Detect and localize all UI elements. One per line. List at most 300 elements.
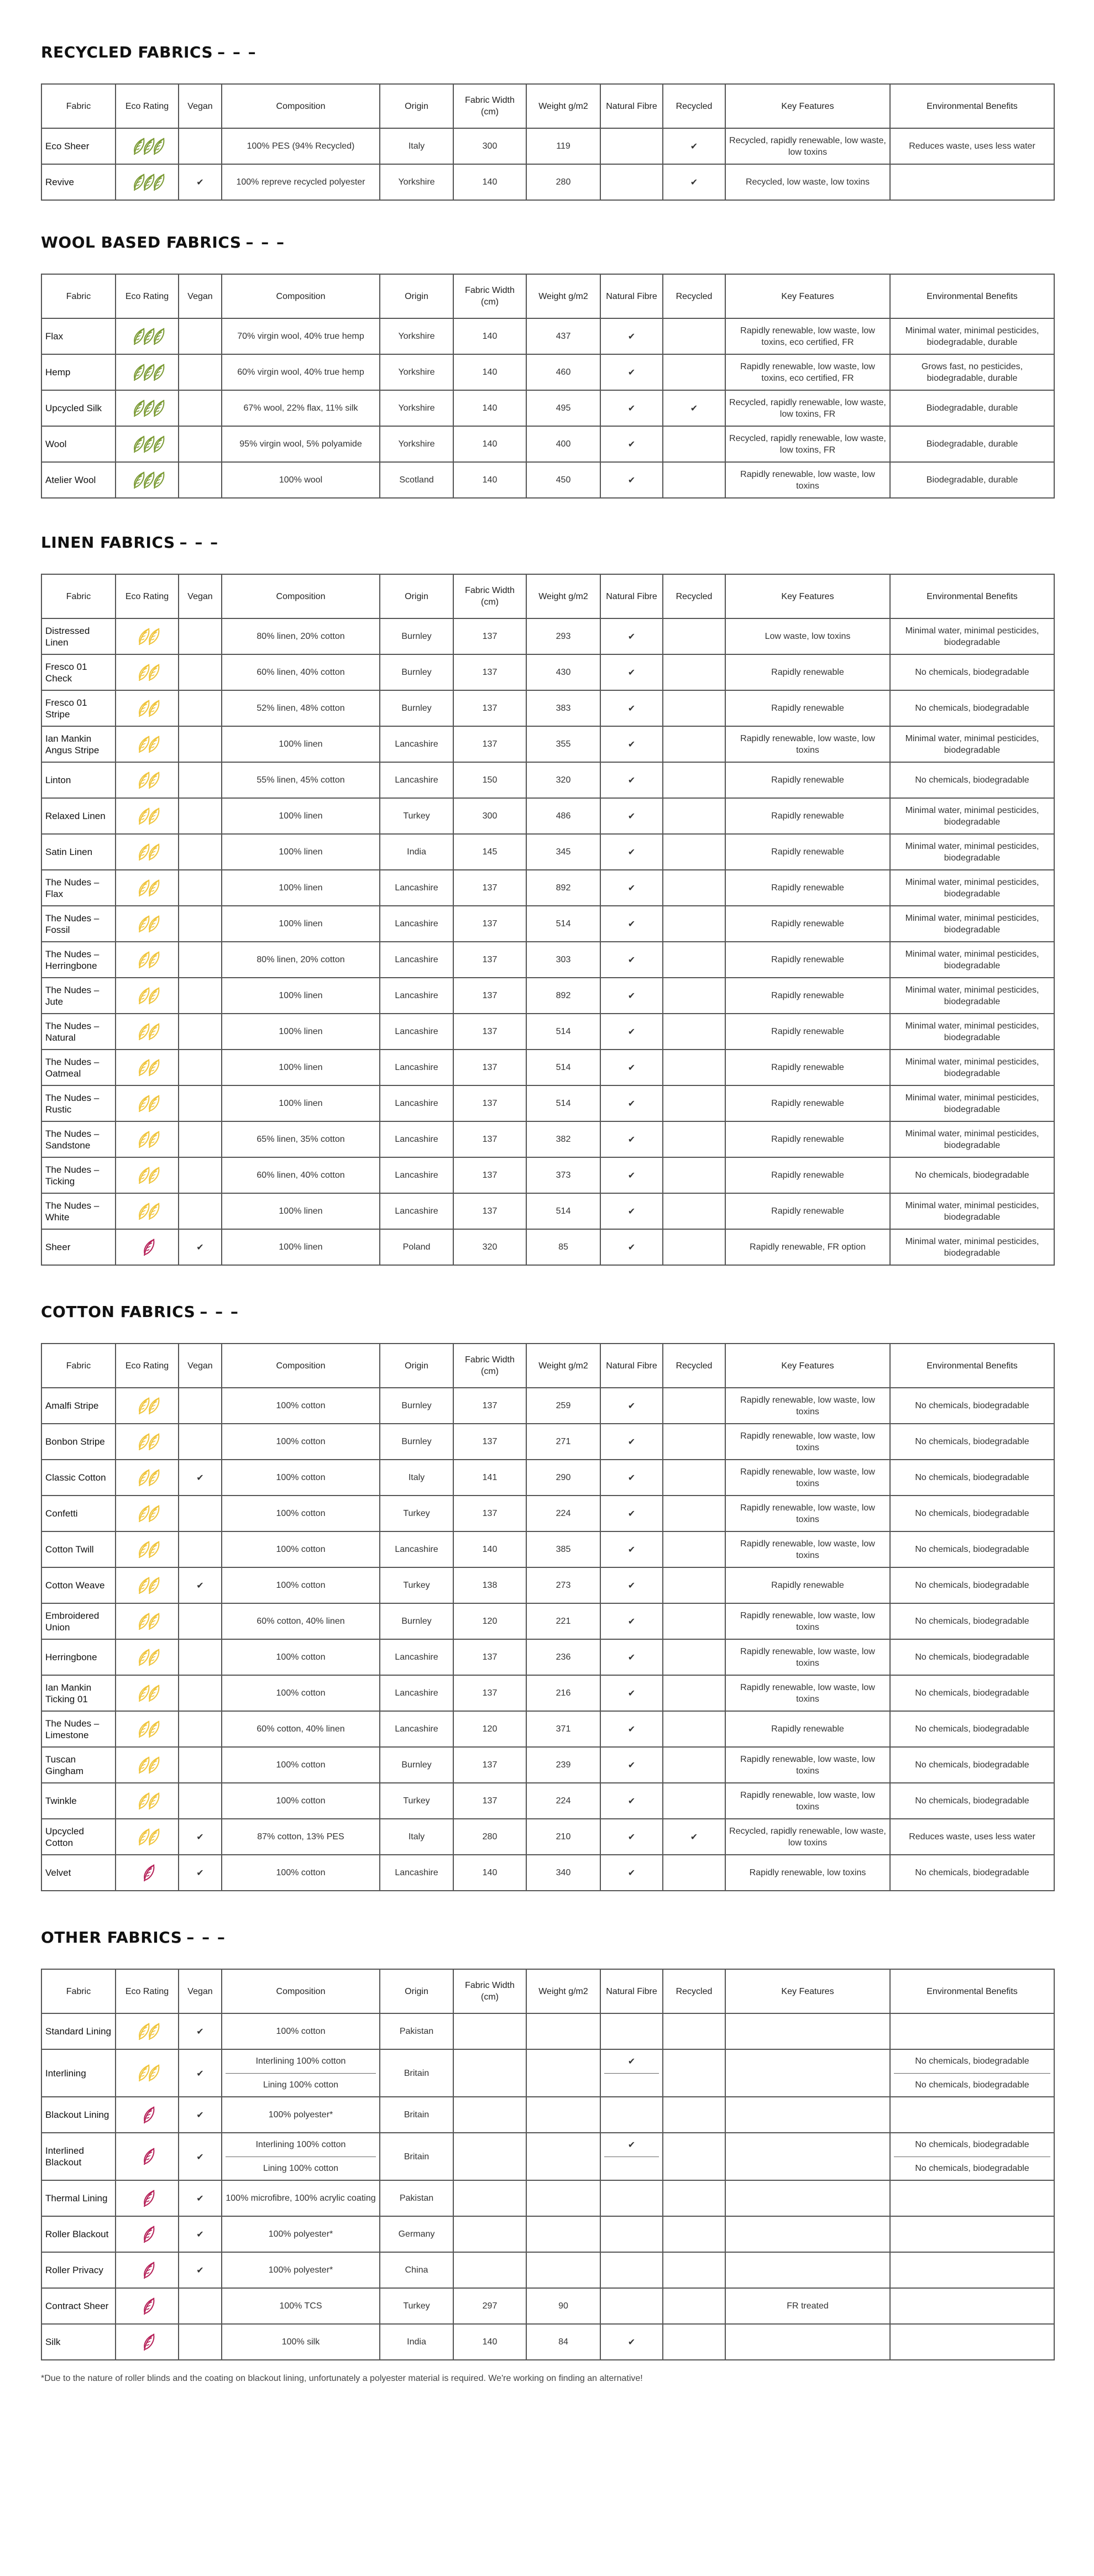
- composition-part: Lining 100% cotton: [226, 2157, 376, 2180]
- natural-fibre-mark: ✔: [600, 1567, 663, 1603]
- natural-fibre-mark: ✔: [600, 426, 663, 462]
- column-header: Fabric Width (cm): [453, 574, 526, 618]
- natural-fibre-mark: ✔: [600, 798, 663, 834]
- origin: Poland: [380, 1229, 453, 1265]
- fabric-width: 137: [453, 726, 526, 762]
- fabric-table: [41, 1343, 1055, 1891]
- fabric-weight: 216: [526, 1675, 600, 1711]
- column-header: Origin: [380, 574, 453, 618]
- table-header-row: [41, 1344, 1054, 1388]
- fabric-name: Cotton Twill: [41, 1531, 116, 1567]
- fabric-name: Relaxed Linen: [41, 798, 116, 834]
- origin: Turkey: [380, 798, 453, 834]
- recycled-mark: [663, 1460, 725, 1496]
- vegan-mark: [179, 690, 222, 726]
- table-row: [41, 1014, 1054, 1050]
- composition: 100% polyester*: [222, 2097, 380, 2133]
- fabric-width: 137: [453, 870, 526, 906]
- key-features: Rapidly renewable: [725, 1193, 890, 1229]
- fabric-name: The Nudes – Rustic: [41, 1085, 116, 1121]
- section-title: [41, 233, 1053, 251]
- recycled-mark: [663, 1675, 725, 1711]
- key-features: Rapidly renewable, low waste, low toxins, eco certified, FR: [725, 318, 890, 354]
- vegan-mark: ✔: [179, 1819, 222, 1855]
- leaf-icon: [147, 2022, 161, 2042]
- fabric-width: 140: [453, 1531, 526, 1567]
- natural-fibre-mark: ✔: [600, 906, 663, 942]
- fabric-weight: 90: [526, 2288, 600, 2324]
- table-row: [41, 1157, 1054, 1193]
- environmental-benefits: No chemicals, biodegradable: [890, 690, 1054, 726]
- environmental-benefits: Minimal water, minimal pesticides, biodegradable: [890, 1014, 1054, 1050]
- fabric-width: 137: [453, 1085, 526, 1121]
- column-header: Weight g/m2: [526, 274, 600, 318]
- origin: Lancashire: [380, 762, 453, 798]
- leaf-icon: [147, 1540, 161, 1560]
- vegan-mark: [179, 1424, 222, 1460]
- natural-fibre-part: [604, 2073, 659, 2096]
- leaf-icon: [147, 806, 161, 826]
- natural-fibre-mark: ✔: [600, 1496, 663, 1531]
- natural-fibre-mark: ✔: [600, 1193, 663, 1229]
- fabric-name: The Nudes – White: [41, 1193, 116, 1229]
- environmental-benefits: No chemicals, biodegradable: [890, 1157, 1054, 1193]
- fabric-weight: [526, 2180, 600, 2216]
- origin: Burnley: [380, 618, 453, 654]
- recycled-mark: [663, 1783, 725, 1819]
- vegan-mark: [179, 1496, 222, 1531]
- natural-fibre-mark: ✔: [600, 462, 663, 498]
- column-header: Eco Rating: [116, 1969, 179, 2013]
- fabric-name: Hemp: [41, 354, 116, 390]
- key-features: Recycled, rapidly renewable, low waste, low toxins: [725, 128, 890, 164]
- natural-fibre-mark: ✔: [600, 1388, 663, 1424]
- section-title-dash: – – –: [179, 533, 219, 552]
- fabric-weight: 486: [526, 798, 600, 834]
- fabric-weight: 259: [526, 1388, 600, 1424]
- table-header-row: [41, 1969, 1054, 2013]
- recycled-mark: [663, 1193, 725, 1229]
- natural-fibre-part: [604, 2157, 659, 2180]
- table-row: [41, 1531, 1054, 1567]
- column-header: Recycled: [663, 274, 725, 318]
- recycled-mark: [663, 1388, 725, 1424]
- leaf-icon: [147, 1202, 161, 1221]
- fabric-width: [453, 2216, 526, 2252]
- column-header: Recycled: [663, 84, 725, 128]
- column-header: Weight g/m2: [526, 1969, 600, 2013]
- recycled-mark: [663, 354, 725, 390]
- key-features: Rapidly renewable: [725, 1711, 890, 1747]
- composition: 100% linen: [222, 1014, 380, 1050]
- fabric-width: 297: [453, 2288, 526, 2324]
- composition: 100% repreve recycled polyester: [222, 164, 380, 200]
- environmental-benefits: Biodegradable, durable: [890, 426, 1054, 462]
- eco-rating: [116, 1085, 179, 1121]
- origin: Yorkshire: [380, 426, 453, 462]
- leaf-icon: [142, 2225, 156, 2244]
- fabric-weight: 514: [526, 1085, 600, 1121]
- fabric-name: Classic Cotton: [41, 1460, 116, 1496]
- table-row: [41, 762, 1054, 798]
- fabric-weight: 514: [526, 1014, 600, 1050]
- leaf-icon: [147, 986, 161, 1006]
- environmental-benefits: No chemicals, biodegradable: [890, 1747, 1054, 1783]
- eco-rating: [116, 834, 179, 870]
- table-row: [41, 426, 1054, 462]
- origin: Scotland: [380, 462, 453, 498]
- key-features: Rapidly renewable: [725, 1050, 890, 1085]
- environmental-benefits: Minimal water, minimal pesticides, biodegradable: [890, 798, 1054, 834]
- composition: 100% cotton: [222, 1424, 380, 1460]
- fabric-width: 120: [453, 1711, 526, 1747]
- key-features: Rapidly renewable: [725, 1157, 890, 1193]
- fabric-weight: 371: [526, 1711, 600, 1747]
- natural-fibre-mark: ✔: [600, 690, 663, 726]
- fabric-weight: 280: [526, 164, 600, 200]
- eco-rating: [116, 1388, 179, 1424]
- key-features: Recycled, rapidly renewable, low waste, low toxins, FR: [725, 390, 890, 426]
- natural-fibre-mark: [600, 2133, 663, 2180]
- fabric-width: 137: [453, 1639, 526, 1675]
- leaf-icon: [152, 327, 166, 347]
- table-row: [41, 2324, 1054, 2360]
- fabric-weight: 460: [526, 354, 600, 390]
- fabric-weight: 514: [526, 1050, 600, 1085]
- composition: 100% cotton: [222, 1531, 380, 1567]
- leaf-icon: [142, 1863, 156, 1883]
- vegan-mark: [179, 798, 222, 834]
- natural-fibre-mark: [600, 164, 663, 200]
- composition: 100% linen: [222, 726, 380, 762]
- origin: Turkey: [380, 1496, 453, 1531]
- origin: Burnley: [380, 1603, 453, 1639]
- eco-rating: [116, 654, 179, 690]
- fabric-width: 137: [453, 1014, 526, 1050]
- origin: Lancashire: [380, 1639, 453, 1675]
- vegan-mark: [179, 726, 222, 762]
- leaf-icon: [147, 1791, 161, 1811]
- key-features: Rapidly renewable, low waste, low toxins: [725, 1424, 890, 1460]
- fabric-weight: 221: [526, 1603, 600, 1639]
- vegan-mark: ✔: [179, 2252, 222, 2288]
- environmental-benefits: No chemicals, biodegradable: [890, 1531, 1054, 1567]
- table-row: [41, 390, 1054, 426]
- natural-fibre-mark: ✔: [600, 1157, 663, 1193]
- key-features: Low waste, low toxins: [725, 618, 890, 654]
- origin: Lancashire: [380, 1193, 453, 1229]
- column-header: Fabric: [41, 1344, 116, 1388]
- composition: 100% polyester*: [222, 2252, 380, 2288]
- fabric-width: 137: [453, 1496, 526, 1531]
- leaf-icon: [147, 734, 161, 754]
- eco-rating: [116, 1711, 179, 1747]
- key-features: Rapidly renewable, low waste, low toxins: [725, 1496, 890, 1531]
- natural-fibre-mark: ✔: [600, 1783, 663, 1819]
- leaf-icon: [147, 1094, 161, 1114]
- natural-fibre-mark: ✔: [600, 1711, 663, 1747]
- composition: 95% virgin wool, 5% polyamide: [222, 426, 380, 462]
- fabric-weight: 224: [526, 1496, 600, 1531]
- vegan-mark: ✔: [179, 164, 222, 200]
- fabric-weight: 290: [526, 1460, 600, 1496]
- recycled-mark: [663, 978, 725, 1014]
- column-header: Fabric Width (cm): [453, 274, 526, 318]
- fabric-weight: 355: [526, 726, 600, 762]
- origin: Burnley: [380, 654, 453, 690]
- eco-rating: [116, 1157, 179, 1193]
- eco-rating: [116, 2013, 179, 2049]
- fabric-table: [41, 574, 1055, 1266]
- fabric-name: The Nudes – Jute: [41, 978, 116, 1014]
- composition: 70% virgin wool, 40% true hemp: [222, 318, 380, 354]
- recycled-mark: [663, 462, 725, 498]
- environmental-benefits: [890, 2049, 1054, 2097]
- eco-rating: [116, 2324, 179, 2360]
- column-header: Origin: [380, 1344, 453, 1388]
- table-header-row: [41, 84, 1054, 128]
- origin: Italy: [380, 1460, 453, 1496]
- fabric-name: The Nudes – Herringbone: [41, 942, 116, 978]
- fabric-name: Confetti: [41, 1496, 116, 1531]
- origin: Lancashire: [380, 1855, 453, 1891]
- recycled-mark: [663, 762, 725, 798]
- composition: 100% cotton: [222, 1783, 380, 1819]
- key-features: Rapidly renewable, low waste, low toxins: [725, 1639, 890, 1675]
- fabric-table: [41, 1969, 1055, 2360]
- fabric-table: [41, 274, 1055, 499]
- benefits-part: No chemicals, biodegradable: [915, 2140, 1029, 2149]
- eco-rating: [116, 1014, 179, 1050]
- column-header: Key Features: [725, 1969, 890, 2013]
- fabric-name: Velvet: [41, 1855, 116, 1891]
- leaf-icon: [147, 1755, 161, 1775]
- fabric-name: Tuscan Gingham: [41, 1747, 116, 1783]
- fabric-weight: 239: [526, 1747, 600, 1783]
- fabric-name: The Nudes – Limestone: [41, 1711, 116, 1747]
- recycled-mark: [663, 1050, 725, 1085]
- recycled-mark: [663, 1014, 725, 1050]
- key-features: Rapidly renewable: [725, 978, 890, 1014]
- environmental-benefits: No chemicals, biodegradable: [890, 1460, 1054, 1496]
- table-row: [41, 942, 1054, 978]
- origin: India: [380, 2324, 453, 2360]
- column-header: Eco Rating: [116, 274, 179, 318]
- vegan-mark: ✔: [179, 2013, 222, 2049]
- eco-rating: [116, 618, 179, 654]
- composition: 100% cotton: [222, 1388, 380, 1424]
- column-header: Origin: [380, 1969, 453, 2013]
- column-header: Key Features: [725, 274, 890, 318]
- environmental-benefits: [890, 2013, 1054, 2049]
- origin: Britain: [380, 2097, 453, 2133]
- key-features: Rapidly renewable: [725, 654, 890, 690]
- eco-rating: [116, 1603, 179, 1639]
- recycled-mark: [663, 1855, 725, 1891]
- key-features: Rapidly renewable, FR option: [725, 1229, 890, 1265]
- eco-rating: [116, 690, 179, 726]
- fabric-weight: [526, 2252, 600, 2288]
- composition: 100% microfibre, 100% acrylic coating: [222, 2180, 380, 2216]
- key-features: Rapidly renewable: [725, 1121, 890, 1157]
- leaf-icon: [147, 842, 161, 862]
- fabric-name: Wool: [41, 426, 116, 462]
- eco-rating: [116, 1747, 179, 1783]
- table-row: [41, 2097, 1054, 2133]
- recycled-mark: [663, 834, 725, 870]
- environmental-benefits: [890, 2180, 1054, 2216]
- vegan-mark: [179, 1157, 222, 1193]
- environmental-benefits: No chemicals, biodegradable: [890, 762, 1054, 798]
- column-header: Fabric: [41, 84, 116, 128]
- fabric-name: Thermal Lining: [41, 2180, 116, 2216]
- fabric-weight: 84: [526, 2324, 600, 2360]
- recycled-mark: [663, 942, 725, 978]
- fabric-name: Blackout Lining: [41, 2097, 116, 2133]
- vegan-mark: [179, 1783, 222, 1819]
- column-header: Key Features: [725, 574, 890, 618]
- fabric-width: 140: [453, 318, 526, 354]
- fabric-width: 140: [453, 462, 526, 498]
- section-title: [41, 1303, 1053, 1321]
- composition: 60% linen, 40% cotton: [222, 654, 380, 690]
- fabric-name: Interlining: [41, 2049, 116, 2097]
- vegan-mark: [179, 834, 222, 870]
- table-row: [41, 870, 1054, 906]
- eco-rating: [116, 1567, 179, 1603]
- composition: 100% cotton: [222, 1747, 380, 1783]
- recycled-mark: [663, 1121, 725, 1157]
- recycled-mark: [663, 690, 725, 726]
- composition: 100% cotton: [222, 1567, 380, 1603]
- fabric-weight: 345: [526, 834, 600, 870]
- leaf-icon: [147, 1396, 161, 1416]
- composition: 60% linen, 40% cotton: [222, 1157, 380, 1193]
- eco-rating: [116, 2133, 179, 2180]
- origin: Lancashire: [380, 1085, 453, 1121]
- column-header: Origin: [380, 84, 453, 128]
- column-header: Fabric Width (cm): [453, 84, 526, 128]
- leaf-icon: [147, 1648, 161, 1667]
- composition: 100% cotton: [222, 1855, 380, 1891]
- fabric-name: Upcycled Cotton: [41, 1819, 116, 1855]
- fabric-name: Interlined Blackout: [41, 2133, 116, 2180]
- composition: 60% cotton, 40% linen: [222, 1603, 380, 1639]
- recycled-mark: [663, 2097, 725, 2133]
- eco-rating: [116, 1639, 179, 1675]
- recycled-mark: [663, 318, 725, 354]
- composition: 80% linen, 20% cotton: [222, 618, 380, 654]
- fabric-name: Contract Sheer: [41, 2288, 116, 2324]
- fabric-width: 280: [453, 1819, 526, 1855]
- leaf-icon: [147, 1612, 161, 1631]
- key-features: [725, 2252, 890, 2288]
- vegan-mark: [179, 1603, 222, 1639]
- fabric-name: The Nudes – Ticking: [41, 1157, 116, 1193]
- key-features: Rapidly renewable: [725, 762, 890, 798]
- composition: 100% TCS: [222, 2288, 380, 2324]
- table-row: [41, 1121, 1054, 1157]
- key-features: Recycled, rapidly renewable, low waste, low toxins: [725, 1819, 890, 1855]
- origin: Germany: [380, 2216, 453, 2252]
- section-title: [41, 1928, 1053, 1947]
- natural-fibre-mark: [600, 2252, 663, 2288]
- eco-rating: [116, 1050, 179, 1085]
- fabric-name: Standard Lining: [41, 2013, 116, 2049]
- eco-rating: [116, 1460, 179, 1496]
- recycled-mark: ✔: [663, 164, 725, 200]
- environmental-benefits: Reduces waste, uses less water: [890, 1819, 1054, 1855]
- vegan-mark: [179, 618, 222, 654]
- column-header: Vegan: [179, 1344, 222, 1388]
- composition: 67% wool, 22% flax, 11% silk: [222, 390, 380, 426]
- footnote: *Due to the nature of roller blinds and the coating on blackout lining, unfortunately a polyester material is required. We're working on finding an alternative!: [41, 2374, 643, 2383]
- fabric-weight: 224: [526, 1783, 600, 1819]
- column-header: Recycled: [663, 1969, 725, 2013]
- key-features: [725, 2180, 890, 2216]
- column-header: Natural Fibre: [600, 1969, 663, 2013]
- column-header: Weight g/m2: [526, 84, 600, 128]
- fabric-name: Distressed Linen: [41, 618, 116, 654]
- fabric-width: [453, 2180, 526, 2216]
- environmental-benefits: [890, 2133, 1054, 2180]
- table-row: [41, 1603, 1054, 1639]
- composition: 100% linen: [222, 798, 380, 834]
- vegan-mark: [179, 2288, 222, 2324]
- leaf-icon: [147, 1576, 161, 1596]
- leaf-icon: [152, 172, 166, 192]
- fabric-name: Flax: [41, 318, 116, 354]
- leaf-icon: [147, 1683, 161, 1703]
- table-row: [41, 318, 1054, 354]
- section-title-dash: – – –: [245, 233, 286, 251]
- fabric-width: 140: [453, 2324, 526, 2360]
- origin: Lancashire: [380, 1050, 453, 1085]
- origin: Lancashire: [380, 978, 453, 1014]
- fabric-width: 137: [453, 1747, 526, 1783]
- column-header: Environmental Benefits: [890, 84, 1054, 128]
- eco-rating: [116, 354, 179, 390]
- fabric-name: Atelier Wool: [41, 462, 116, 498]
- origin: Italy: [380, 1819, 453, 1855]
- natural-fibre-mark: ✔: [600, 1229, 663, 1265]
- eco-rating: [116, 1229, 179, 1265]
- natural-fibre-mark: ✔: [600, 618, 663, 654]
- eco-rating: [116, 1121, 179, 1157]
- composition: 52% linen, 48% cotton: [222, 690, 380, 726]
- fabric-width: [453, 2133, 526, 2180]
- eco-rating: [116, 942, 179, 978]
- column-header: Vegan: [179, 1969, 222, 2013]
- origin: Lancashire: [380, 1711, 453, 1747]
- natural-fibre-mark: ✔: [600, 1050, 663, 1085]
- section-title-dash: – – –: [200, 1303, 239, 1321]
- fabric-weight: [526, 2097, 600, 2133]
- fabric-weight: 293: [526, 618, 600, 654]
- environmental-benefits: [890, 2324, 1054, 2360]
- column-header: Composition: [222, 574, 380, 618]
- column-header: Eco Rating: [116, 574, 179, 618]
- column-header: Weight g/m2: [526, 574, 600, 618]
- natural-fibre-mark: ✔: [600, 318, 663, 354]
- natural-fibre-part: ✔: [627, 2056, 636, 2066]
- natural-fibre-mark: [600, 2288, 663, 2324]
- natural-fibre-mark: ✔: [600, 834, 663, 870]
- key-features: [725, 2324, 890, 2360]
- table-row: [41, 1496, 1054, 1531]
- composition: 65% linen, 35% cotton: [222, 1121, 380, 1157]
- fabric-weight: 892: [526, 978, 600, 1014]
